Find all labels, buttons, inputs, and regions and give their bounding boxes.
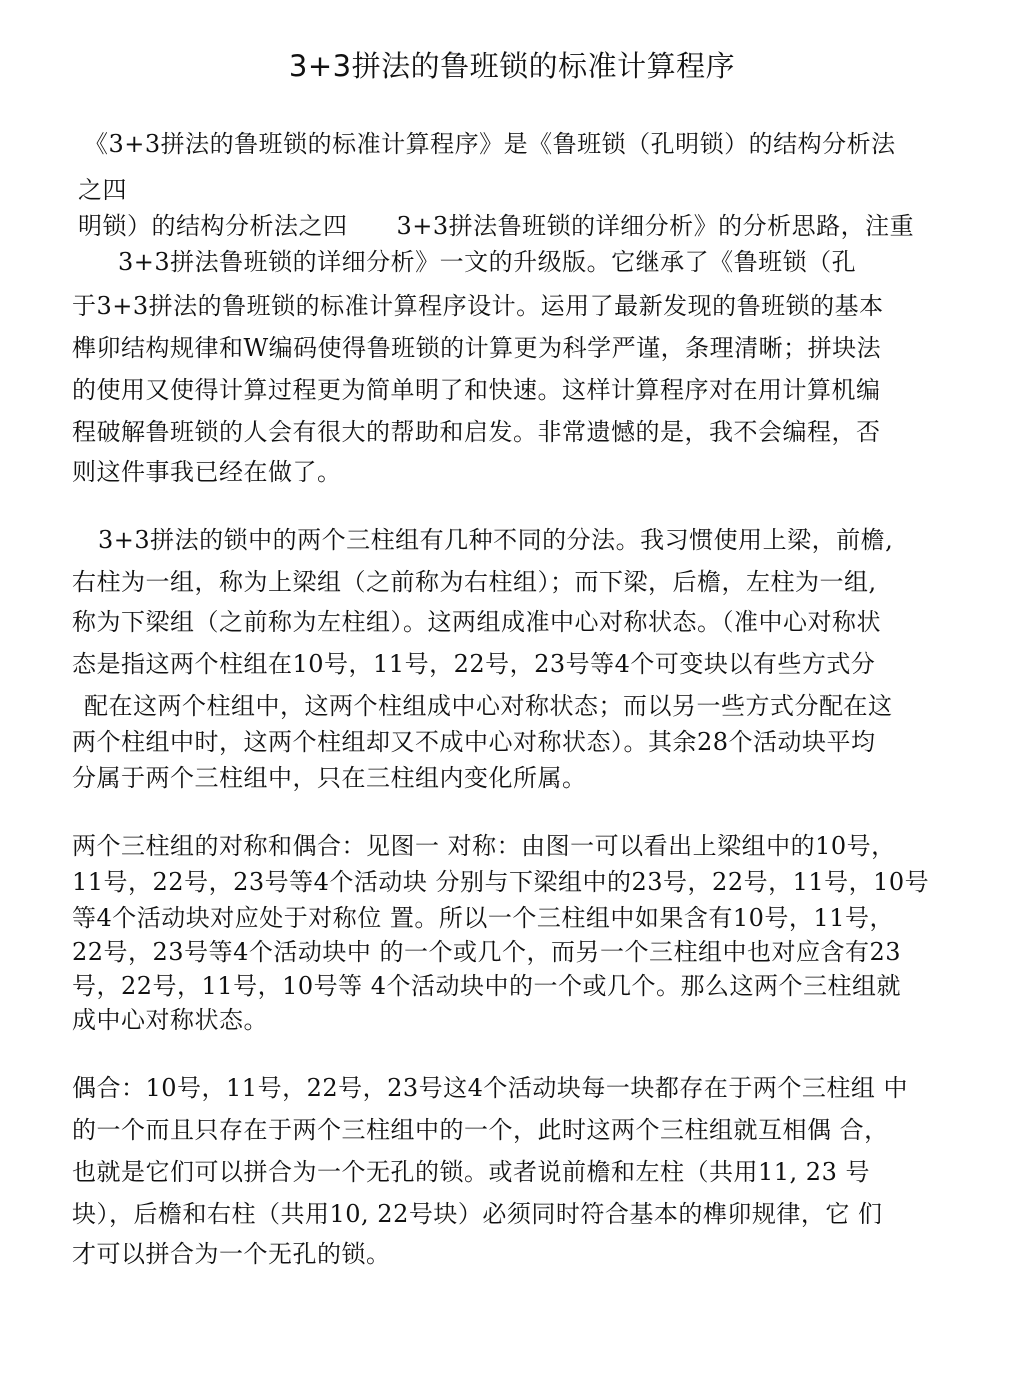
paragraph-2-line-4: 态是指这两个柱组在10号，11号，22号，23号等4个可变块以有些方式分 — [72, 650, 876, 678]
paragraph-2-line-1: 3+3拼法的锁中的两个三柱组有几种不同的分法。我习惯使用上梁，前檐, — [98, 526, 894, 554]
paragraph-3-line-3: 等4个活动块对应处于对称位 置。所以一个三柱组中如果含有10号，11号， — [72, 904, 894, 932]
paragraph-2-line-5: 配在这两个柱组中，这两个柱组成中心对称状态；而以另一些方式分配在这 — [84, 692, 893, 720]
paragraph-1-line-8: 程破解鲁班锁的人会有很大的帮助和启发。非常遗憾的是，我不会编程，否 — [72, 418, 881, 446]
paragraph-1-line-5: 于3+3拼法的鲁班锁的标准计算程序设计。运用了最新发现的鲁班锁的基本 — [72, 292, 884, 320]
paragraph-3-line-1: 两个三柱组的对称和偶合：见图一 对称：由图一可以看出上梁组中的10号， — [72, 832, 896, 860]
paragraph-1-line-9: 则这件事我已经在做了。 — [72, 458, 342, 486]
paragraph-4-line-3: 也就是它们可以拼合为一个无孔的锁。或者说前檐和左柱（共用11, 23 号 — [72, 1158, 870, 1186]
paragraph-4-line-1: 偶合：10号，11号，22号，23号这4个活动块每一块都存在于两个三柱组 中 — [72, 1074, 909, 1102]
paragraph-2-line-2: 右柱为一组，称为上梁组（之前称为右柱组）；而下梁，后檐，左柱为一组, — [72, 568, 877, 596]
paragraph-3-line-5: 号，22号，11号，10号等 4个活动块中的一个或几个。那么这两个三柱组就 — [72, 972, 902, 1000]
paragraph-1-line-7: 的使用又使得计算过程更为简单明了和快速。这样计算程序对在用计算机编 — [72, 376, 881, 404]
paragraph-1-line-1: 《3+3拼法的鲁班锁的标准计算程序》是《鲁班锁（孔明锁）的结构分析法 — [84, 130, 896, 158]
paragraph-4-line-2: 的一个而且只存在于两个三柱组中的一个，此时这两个三柱组就互相偶 合， — [72, 1116, 889, 1144]
paragraph-4-line-5: 才可以拼合为一个无孔的锁。 — [72, 1240, 391, 1268]
paragraph-2-line-6: 两个柱组中时，这两个柱组却又不成中心对称状态）。其余28个活动块平均 — [72, 728, 876, 756]
paragraph-2-line-3: 称为下梁组（之前称为左柱组）。这两组成准中心对称状态。（准中心对称状 — [72, 608, 881, 636]
paragraph-3-line-6: 成中心对称状态。 — [72, 1006, 268, 1034]
paragraph-3-line-2: 11号，22号，23号等4个活动块 分别与下梁组中的23号，22号，11号，10号 — [72, 868, 930, 896]
paragraph-1-line-6: 榫卯结构规律和W编码使得鲁班锁的计算更为科学严谨，条理清晰；拼块法 — [72, 334, 882, 362]
paragraph-1-line-2: 之四 — [78, 176, 127, 204]
paragraph-1-line-3: 明锁）的结构分析法之四 3+3拼法鲁班锁的详细分析》的分析思路，注重 — [78, 212, 915, 240]
paragraph-3-line-4: 22号，23号等4个活动块中 的一个或几个，而另一个三柱组中也对应含有23 — [72, 938, 902, 966]
paragraph-2-line-7: 分属于两个三柱组中，只在三柱组内变化所属。 — [72, 764, 587, 792]
page-title: 3+3拼法的鲁班锁的标准计算程序 — [288, 49, 736, 83]
paragraph-1-line-4: 3+3拼法鲁班锁的详细分析》一文的升级版。它继承了《鲁班锁（孔 — [118, 248, 857, 276]
paragraph-4-line-4: 块），后檐和右柱（共用10, 22号块）必须同时符合基本的榫卯规律，它 们 — [72, 1200, 883, 1228]
